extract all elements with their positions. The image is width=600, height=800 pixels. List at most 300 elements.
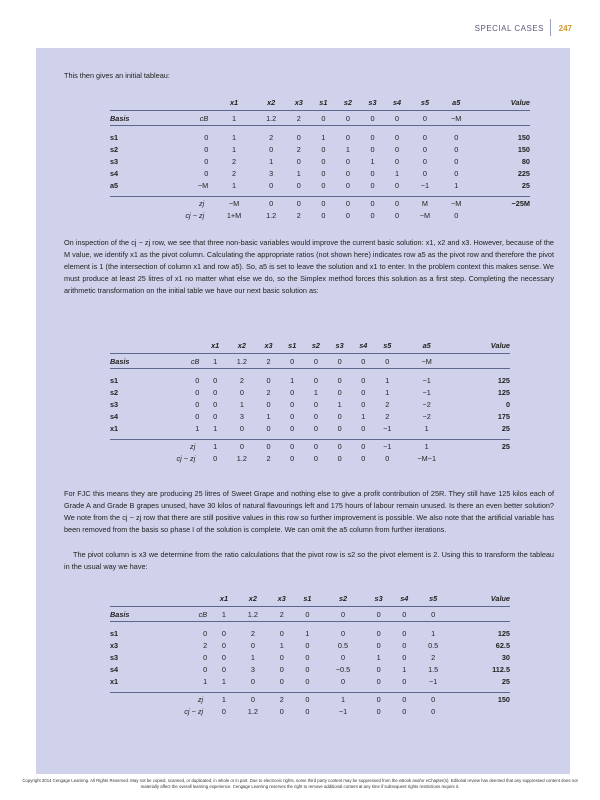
column-header: x2	[267, 97, 276, 107]
summary-cell: 0	[257, 440, 281, 453]
summary-cell: 1.2	[266, 210, 277, 220]
value-cell: 125	[497, 628, 510, 638]
basis-cost: 0	[203, 664, 208, 674]
column-header: s5	[429, 593, 438, 603]
basis-cost: 0	[204, 156, 209, 166]
summary-cell: 0	[391, 693, 417, 706]
coefficient-cell: 2	[232, 168, 237, 178]
coefficient-cell: 0	[305, 640, 310, 650]
column-header: x1	[229, 97, 239, 107]
summary-cell: 0	[280, 440, 304, 453]
row-label: zj	[110, 693, 211, 706]
coefficient-cell: 0	[305, 676, 310, 686]
zj-row	[110, 693, 510, 706]
corner-cell	[110, 94, 169, 111]
basis-label: Basis	[110, 111, 169, 126]
coefficient-cell: 1	[385, 375, 390, 385]
summary-cell: −M−1	[417, 453, 437, 463]
coefficient-cell: 0	[321, 144, 326, 154]
cb-label: cB	[169, 111, 212, 126]
summary-cell: 150	[449, 693, 510, 706]
coefficient-cell: 1	[279, 640, 284, 650]
coefficient-cell: 1	[376, 652, 381, 662]
objective-coefficient: 0	[366, 607, 392, 622]
coefficient-cell: 0	[279, 652, 284, 662]
coefficient-cell: 0	[340, 628, 346, 638]
column-header: s3	[335, 340, 344, 350]
summary-cell: −1	[338, 706, 348, 716]
coefficient-cell: 2	[239, 375, 244, 385]
summary-cell: 0	[385, 453, 390, 463]
coefficient-cell: 0	[321, 180, 326, 190]
coefficient-cell: 0	[290, 399, 295, 409]
summary-cell: 1	[399, 440, 453, 453]
coefficient-cell: 0	[239, 387, 244, 397]
column-header: x3	[277, 593, 286, 603]
objective-coefficient: 2	[287, 111, 312, 126]
basis-variable: x1	[110, 676, 119, 686]
objective-coefficient: −M	[441, 111, 472, 126]
column-header: a5	[422, 340, 431, 350]
basis-variable: s4	[110, 168, 119, 178]
objective-coefficient: 0	[391, 607, 417, 622]
summary-cell: 0	[370, 210, 375, 220]
coefficient-cell: −1	[420, 180, 430, 190]
summary-cell: 0	[337, 453, 342, 463]
coefficient-cell: 1	[431, 628, 436, 638]
coefficient-cell: 0	[370, 180, 375, 190]
objective-coefficient: 2	[269, 607, 295, 622]
basis-variable: s1	[110, 628, 119, 638]
coefficient-cell: 0	[361, 375, 366, 385]
summary-cell: 0	[256, 197, 287, 210]
summary-cell: 0	[361, 453, 366, 463]
coefficient-cell: 0	[361, 387, 366, 397]
coefficient-cell: 2	[296, 144, 301, 154]
coefficient-cell: 0	[213, 375, 218, 385]
summary-cell: 2	[269, 693, 295, 706]
coefficient-cell: 0	[395, 132, 400, 142]
coefficient-cell: 0	[454, 156, 459, 166]
coefficient-cell: 0	[454, 144, 459, 154]
value-cell: 62.5	[495, 640, 510, 650]
objective-coefficient: 0	[360, 111, 385, 126]
objective-coefficient: 0	[320, 607, 366, 622]
basis-cost: 0	[204, 132, 209, 142]
coefficient-cell: 1	[239, 399, 244, 409]
summary-cell: 1	[320, 693, 366, 706]
coefficient-cell: 0	[290, 387, 295, 397]
coefficient-cell: 0	[376, 640, 381, 650]
coefficient-cell: 1	[395, 168, 400, 178]
coefficient-cell: −1	[383, 423, 392, 433]
basis-cost: 0	[203, 628, 208, 638]
coefficient-cell: 0	[266, 375, 271, 385]
coefficient-cell: 1	[361, 411, 366, 421]
basis-variable: s3	[110, 652, 119, 662]
coefficient-cell: 0	[402, 628, 407, 638]
coefficient-cell: 0	[395, 156, 400, 166]
summary-cell: 0	[313, 453, 318, 463]
corner-cell	[110, 590, 172, 607]
summary-cell: −M	[419, 210, 431, 220]
basis-cost: 0	[204, 168, 209, 178]
tableau-row	[110, 627, 510, 639]
coefficient-cell: 0	[221, 652, 226, 662]
coefficient-cell: 0	[370, 144, 375, 154]
coefficient-cell: −2	[422, 411, 431, 421]
column-header: Value	[490, 340, 510, 350]
summary-cell: −M	[441, 197, 472, 210]
basis-variable: s2	[110, 144, 119, 154]
tableau-row	[110, 663, 510, 675]
corner-cell	[110, 337, 167, 354]
coefficient-cell: 0	[422, 144, 427, 154]
intro-text: This then gives an initial tableau:	[64, 71, 170, 80]
basis-variable: x1	[110, 423, 119, 433]
objective-coefficient: 0	[385, 111, 410, 126]
basis-variable: s2	[110, 387, 119, 397]
column-header: Value	[490, 593, 510, 603]
coefficient-cell: 1	[321, 132, 326, 142]
summary-cell: 0	[431, 706, 436, 716]
objective-coefficient: 1	[203, 354, 227, 369]
basis-variable: s3	[110, 399, 119, 409]
column-header: s4	[359, 340, 368, 350]
tableau-row	[110, 639, 510, 651]
coefficient-cell: 1	[313, 387, 318, 397]
coefficient-cell: 0	[313, 423, 318, 433]
column-header: x2	[237, 340, 246, 350]
zj-row	[110, 440, 510, 453]
coefficient-cell: −1	[428, 676, 438, 686]
copyright-footer: Copyright 2014 Cengage Learning. All Rights Reserved. May not be copied, scanned, or duplicated, in whole or in part. Due to electronic rights, some third party content may be suppressed from the eBook and/or eChapter(s). Editorial review has deemed that any suppressed content does not materially affect the overall learning experience. Cengage Learning reserves the right to remove additional content at any time if subsequent rights restrictions require it.	[22, 778, 578, 789]
objective-coefficient: 1.2	[227, 354, 257, 369]
coefficient-cell: 0	[370, 132, 375, 142]
basis-cost: 0	[203, 652, 208, 662]
basis-cost: 0	[195, 399, 200, 409]
paragraph-pivot: The pivot column is x3 we determine from the ratio calculations that the pivot row is s2 so the pivot element is 2. Using this to transform the tableau in the usual way we have:	[64, 550, 554, 571]
objective-coefficient: 0	[351, 354, 375, 369]
coefficient-cell: 0.5	[428, 640, 439, 650]
basis-cost: 0	[195, 375, 200, 385]
objective-coefficient: 0	[304, 354, 328, 369]
tableau-row	[110, 422, 510, 434]
coefficient-cell: 1	[213, 423, 218, 433]
summary-cell: 0	[402, 706, 407, 716]
objective-coefficient: 0	[375, 354, 399, 369]
basis-variable: s1	[110, 375, 119, 385]
column-header: s4	[400, 593, 409, 603]
coefficient-cell: 0	[305, 652, 310, 662]
tableau-row	[110, 131, 530, 143]
summary-cell	[449, 705, 510, 717]
coefficient-cell: 0	[290, 411, 295, 421]
coefficient-cell: 0	[213, 411, 218, 421]
row-label: zj	[110, 197, 212, 210]
coefficient-cell: 2	[250, 628, 255, 638]
coefficient-cell: 1	[337, 399, 342, 409]
column-header: s2	[311, 340, 320, 350]
basis-cost: 1	[203, 676, 208, 686]
value-cell: 175	[497, 411, 510, 421]
coefficient-cell: −0.5	[335, 664, 351, 674]
column-header: s3	[368, 97, 377, 107]
summary-cell: 0	[366, 693, 392, 706]
coefficient-cell: −1	[422, 387, 431, 397]
coefficient-cell: 0	[422, 132, 427, 142]
coefficient-cell: 0	[402, 652, 407, 662]
coefficient-cell: 0	[305, 664, 310, 674]
summary-cell: 0	[454, 210, 459, 220]
coefficient-cell: 0	[250, 676, 255, 686]
coefficient-cell: 0	[239, 423, 244, 433]
coefficient-cell: 0	[370, 168, 375, 178]
summary-cell: 2	[266, 453, 271, 463]
summary-cell: 0	[385, 197, 410, 210]
value-cell: 150	[517, 144, 530, 154]
value-cell: 25	[501, 423, 510, 433]
coefficient-cell: 1	[424, 423, 429, 433]
coefficient-cell: 3	[250, 664, 255, 674]
column-header: s5	[383, 340, 392, 350]
column-header: s5	[420, 97, 430, 107]
summary-cell	[472, 209, 530, 221]
row-label: cj − zj	[176, 453, 196, 463]
coefficient-cell: 0	[395, 144, 400, 154]
basis-variable: s4	[110, 664, 119, 674]
basis-cost: 2	[203, 640, 208, 650]
value-cell: 125	[497, 387, 510, 397]
summary-cell: 0	[417, 693, 449, 706]
value-cell: 80	[521, 156, 530, 166]
coefficient-cell: 0	[337, 375, 342, 385]
coefficient-cell: 2	[431, 652, 436, 662]
basis-variable: s4	[110, 411, 119, 421]
coefficient-cell: 0	[345, 156, 350, 166]
coefficient-cell: 0	[454, 132, 459, 142]
column-header: s2	[338, 593, 348, 603]
summary-cell: 25	[454, 440, 510, 453]
coefficient-cell: 0	[321, 156, 326, 166]
coefficient-cell: 0	[269, 144, 274, 154]
column-header: s4	[392, 97, 402, 107]
summary-cell: M	[409, 197, 440, 210]
summary-cell: 0	[221, 706, 226, 716]
coefficient-cell: 0	[376, 628, 381, 638]
paragraph-fjc: For FJC this means they are producing 25 litres of Sweet Grape and nothing else to give a profit contribution of 25R. They still have 125 kilos each of Grade A and Grade B grapes unused, have 30 kilos of natural flavourings left and 175 hours of labour remain unused. Is there an even better solution? We note from the cj − zj row that there are still positive values in this row so further improvement is possible. We also note that the artificial variable has been removed from the basis so phase I of the solution is complete. We can omit the a5 column from further iterations.	[64, 489, 554, 534]
corner-cell	[167, 337, 204, 354]
tableau-row	[110, 410, 510, 422]
coefficient-cell: 0	[266, 399, 271, 409]
column-header: x1	[211, 340, 220, 350]
coefficient-cell: −1	[422, 375, 431, 385]
coefficient-cell: 0	[313, 375, 318, 385]
objective-coefficient	[454, 354, 510, 369]
coefficient-cell: 0	[296, 180, 301, 190]
objective-coefficient: 1	[211, 607, 237, 622]
basis-variable: a5	[110, 180, 119, 190]
objective-coefficient	[449, 607, 510, 622]
coefficient-cell: 0	[221, 640, 226, 650]
third-tableau	[110, 590, 510, 717]
coefficient-cell: 1	[232, 132, 237, 142]
summary-cell: −25M	[472, 197, 530, 210]
coefficient-cell: 0	[361, 423, 366, 433]
coefficient-cell: 0	[296, 156, 301, 166]
summary-cell: 0	[328, 440, 352, 453]
objective-coefficient: 1.2	[237, 607, 269, 622]
summary-cell: 0	[305, 706, 310, 716]
basis-variable: x3	[110, 640, 119, 650]
coefficient-cell: 1	[402, 664, 407, 674]
second-tableau	[110, 337, 510, 464]
column-header: a5	[452, 97, 461, 107]
objective-coefficient: 2	[257, 354, 281, 369]
objective-coefficient: 0	[409, 111, 440, 126]
tableau-row	[110, 167, 530, 179]
coefficient-cell: 1	[232, 180, 237, 190]
coefficient-cell: 1	[370, 156, 375, 166]
summary-cell: 0	[345, 210, 350, 220]
coefficient-cell: 0	[313, 399, 318, 409]
column-header: Value	[510, 97, 530, 107]
row-label: zj	[110, 440, 203, 453]
column-header: s2	[343, 97, 352, 107]
coefficient-cell: 0	[279, 628, 284, 638]
summary-cell: 0	[304, 440, 328, 453]
summary-cell: 2	[296, 210, 301, 220]
summary-cell: 0	[290, 453, 295, 463]
coefficient-cell: 0	[376, 676, 381, 686]
column-header: s1	[319, 97, 328, 107]
coefficient-cell: 0	[221, 664, 226, 674]
coefficient-cell: 0	[221, 628, 226, 638]
basis-variable: s3	[110, 156, 119, 166]
column-header: s1	[303, 593, 312, 603]
value-cell: 225	[517, 168, 530, 178]
column-header: s3	[374, 593, 383, 603]
summary-cell: 1.2	[236, 453, 247, 463]
coefficient-cell: 0	[361, 399, 366, 409]
coefficient-cell: 0	[345, 180, 350, 190]
coefficient-cell: 1	[250, 652, 255, 662]
coefficient-cell: −2	[422, 399, 431, 409]
summary-cell: 0	[321, 210, 326, 220]
objective-coefficient: 0	[336, 111, 361, 126]
objective-coefficient	[472, 111, 530, 126]
coefficient-cell: 0	[321, 168, 326, 178]
coefficient-cell: 1	[266, 411, 271, 421]
summary-cell: 0	[279, 706, 284, 716]
coefficient-cell: 0	[269, 180, 274, 190]
summary-cell: 0	[311, 197, 336, 210]
summary-cell: 0	[295, 693, 321, 706]
cj-zj-row	[110, 705, 510, 717]
corner-cell	[169, 94, 212, 111]
coefficient-cell: 2	[385, 411, 390, 421]
coefficient-cell: 0	[402, 676, 407, 686]
coefficient-cell: 1	[232, 144, 237, 154]
basis-variable: s1	[110, 132, 119, 142]
coefficient-cell: 0	[296, 132, 301, 142]
column-header: x2	[248, 593, 257, 603]
value-cell: 150	[517, 132, 530, 142]
coefficient-cell: 0	[213, 399, 218, 409]
summary-cell: 0	[237, 693, 269, 706]
objective-coefficient: 0	[280, 354, 304, 369]
coefficient-cell: 0	[279, 676, 284, 686]
coefficient-cell: 0	[337, 423, 342, 433]
summary-cell: 0	[376, 706, 381, 716]
summary-cell: 1	[211, 693, 237, 706]
summary-cell: 1	[203, 440, 227, 453]
coefficient-cell: 1	[296, 168, 301, 178]
summary-cell: 0	[213, 453, 218, 463]
value-cell: 112.5	[492, 664, 510, 674]
summary-cell: 1+M	[226, 210, 242, 220]
coefficient-cell: 0	[395, 180, 400, 190]
coefficient-cell: 1	[345, 144, 350, 154]
coefficient-cell: 0	[422, 156, 427, 166]
page-number: 247	[558, 24, 572, 33]
zj-row	[110, 197, 530, 210]
coefficient-cell: 1.5	[428, 664, 439, 674]
section-title: SPECIAL CASES	[474, 24, 544, 33]
coefficient-cell: 0	[340, 652, 346, 662]
cb-label: cB	[167, 354, 204, 369]
coefficient-cell: 0	[279, 664, 284, 674]
summary-cell: 0	[227, 440, 257, 453]
value-cell: 30	[501, 652, 510, 662]
coefficient-cell: 0.5	[337, 640, 349, 650]
basis-label: Basis	[110, 354, 167, 369]
summary-cell	[454, 452, 510, 464]
objective-coefficient: −M	[399, 354, 453, 369]
coefficient-cell: 0	[337, 387, 342, 397]
objective-coefficient: 1.2	[256, 111, 287, 126]
basis-cost: 0	[204, 144, 209, 154]
summary-cell: 0	[287, 197, 312, 210]
cb-label: cB	[172, 607, 212, 622]
objective-coefficient: 1	[212, 111, 256, 126]
page-header	[0, 0, 600, 44]
tableau-row	[110, 179, 530, 191]
coefficient-cell: 0	[402, 640, 407, 650]
column-header: s1	[288, 340, 297, 350]
basis-cost: 1	[195, 423, 200, 433]
column-header: x1	[219, 593, 229, 603]
coefficient-cell: 2	[269, 132, 274, 142]
objective-coefficient: 0	[311, 111, 336, 126]
coefficient-cell: 2	[232, 156, 237, 166]
summary-cell: 0	[395, 210, 400, 220]
summary-cell: 0	[351, 440, 375, 453]
coefficient-cell: 0	[250, 640, 255, 650]
corner-cell	[172, 590, 212, 607]
summary-cell: 0	[336, 197, 361, 210]
basis-cost: 0	[195, 387, 200, 397]
tableau-row	[110, 155, 530, 167]
coefficient-cell: 1	[269, 156, 274, 166]
value-cell: 25	[501, 676, 510, 686]
coefficient-cell: 1	[221, 676, 226, 686]
tableau-row	[110, 398, 510, 410]
coefficient-cell: 1	[290, 375, 295, 385]
paragraph-inspection: On inspection of the cj − zj row, we see that three non-basic variables would improve the current basic solution: x1, x2 and x3. However, because of the M value, we identify x1 as the pivot column. Calculating the appropriate ratios (not shown here) indicates row a5 as the pivot row and therefore the pivot element is 1 (the intersection of column x1 and row a5). So, a5 is set to leave the solution and x1 to enter. In the problem context this makes sense. We must produce at least 25 litres of x1 no matter what else we do, so the Simplex method forces this solution as a first step. Completing the necessary arithmetic transformation on the initial table we have our next basic solution as:	[64, 238, 554, 295]
coefficient-cell: 3	[239, 411, 244, 421]
tableau-row	[110, 143, 530, 155]
